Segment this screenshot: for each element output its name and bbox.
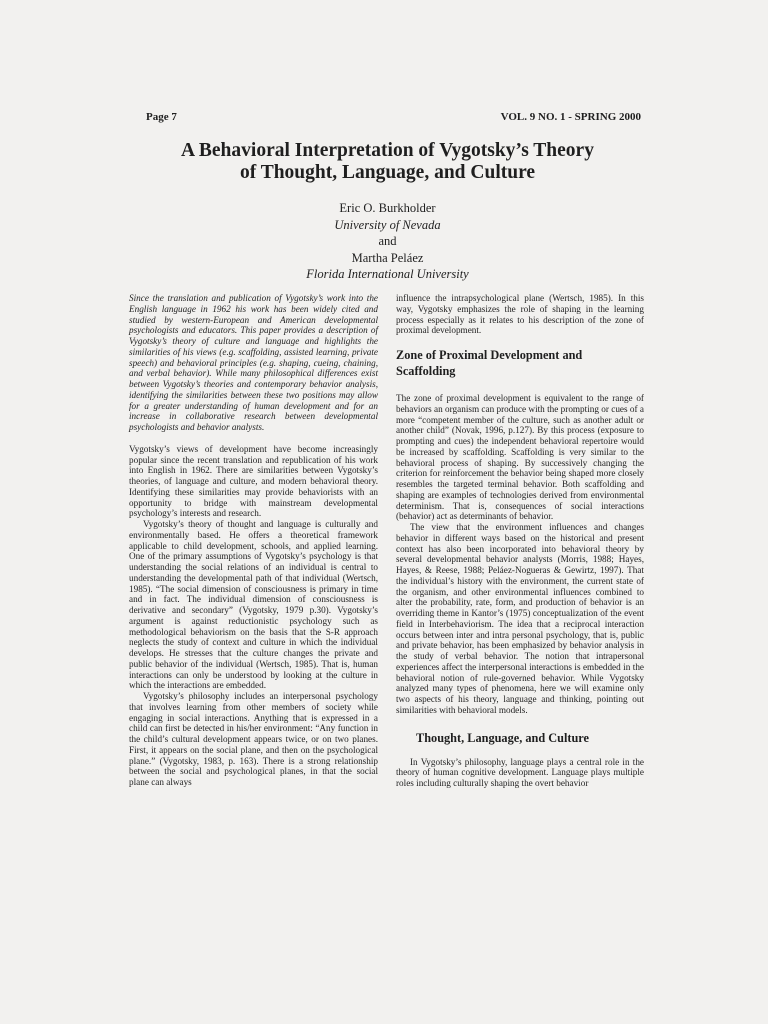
paragraph-language: In Vygotsky’s philosophy, language plays a central role in the theory of human cognitive development. Language plays multiple roles including culturally shaping the overt behavior — [396, 756, 644, 788]
paragraph-thought-language: Vygotsky’s theory of thought and language is culturally and environmentally based. He offers a theoretical framework applicable to child development, schools, and applied learning. One of the primary assumptions of Vygotsky’s psychology is that understanding the social relations of an individual is central to understanding the developmental path of that individual (Wertsch, 1985). “The social dimension of consciousness is primary in time and in fact. The individual dimension of consciousness is derivative and secondary” (Vygotsky, 1979 p.30). Vygotsky’s argument is against reductionistic psychology such as methodological behaviorism on the basis that the S-R approach neglects the study of context and culture in which the individual develops. He stresses that the culture changes the private and public behavior of the individual (Wertsch, 1985). That is, human interactions can only be understood by looking at the culture in which the interactions are embedded. — [129, 519, 378, 691]
page-number: Page 7 — [146, 111, 177, 123]
paragraph-continued: influence the intrapsychological plane (Wertsch, 1985). In this way, Vygotsky emphasizes the role of shaping in the learning process especially as it relates to his description of the zone of proximal development. — [396, 293, 644, 336]
volume-issue: VOL. 9 NO. 1 - SPRING 2000 — [500, 111, 641, 123]
right-column — [396, 293, 644, 789]
affiliation-1: University of Nevada — [334, 217, 441, 232]
paragraph-interpersonal: Vygotsky’s philosophy includes an interpersonal psychology that involves learning from other members of society while engaging in social interactions. Anything that is expressed in a child can first be detected in his/her environment: “Any function in the child’s cultural development appears twice, or on two planes. First, it appears on the social plane, and then on the psychological plane.” (Vygotsky, 1983, p. 163). There is a strong relationship between the social and psychological planes, in that the social plane can always — [129, 691, 378, 787]
title-line-1: A Behavioral Interpretation of Vygotsky’s Theory — [181, 140, 594, 161]
heading-zpd-line-1: Zone of Proximal Development and — [396, 348, 583, 362]
heading-zpd-line-2: Scaffolding — [396, 364, 456, 378]
left-column — [129, 293, 378, 788]
author-2: Martha Peláez — [351, 250, 424, 265]
author-1: Eric O. Burkholder — [339, 201, 436, 215]
title-line-2: of Thought, Language, and Culture — [239, 162, 536, 183]
affiliation-2: Florida International University — [306, 267, 469, 282]
section-heading-zpd — [396, 347, 644, 379]
section-heading-thought: Thought, Language, and Culture — [416, 730, 590, 745]
author-conjunction: and — [378, 234, 397, 249]
paragraph-environment: The view that the environment influences and changes behavior in different ways based on the historical and present context has also been incorporated into behavioral theory by several developmental behavior analysts (Morris, 1988; Hayes, Hayes, & Reese, 1988; Peláez-Nogueras & Gewirtz, 1997). That the individual’s history with the environment, the current state of the organism, and other environmental influences combined to alter the probability, rate, form, and production of behavior is an overriding theme in Kantor’s (1975) conceptualization of the event field in Interbehaviorism. The idea that a reciprocal interaction occurs between inter and intra personal psychology, that is, public and private behavior, has been emphasized by behavior analysis in the study of verbal behavior. The notion that intrapersonal experiences affect the interpersonal interactions is embedded in the behavioral notion of rule-governed behavior. While Vygotsky analyzed many types of phenomena, here we will examine only two aspects of his theory, language and thinking, pointing out similarities with behavioral models. — [396, 522, 644, 715]
abstract: Since the translation and publication of Vygotsky’s work into the English language in 1962 his work has been widely cited and studied by western-European and American developmental psychologists and educators. This paper provides a description of Vygotsky’s theory of culture and language and highlights the similarities of his views (e.g. scaffolding, assisted learning, private speech) and behavioral principles (e.g. shaping, cueing, chaining, and verbal behavior). While many philosophical differences exist between Vygotsky’s theories and contemporary behavior analysis, identifying the similarities between these two positions may allow for a greater understanding of human development and for an increase in collaborative research between developmental psychologists and behavior analysts. — [129, 293, 378, 432]
article-title — [120, 140, 655, 184]
paragraph-intro: Vygotsky’s views of development have become increasingly popular since the recent translation and republication of his work into English in 1962. There are similarities between Vygotsky’s theories, of language and culture, and modern behavioral theory. Identifying these similarities may provide behaviorists with an opportunity to bridge with mainstream developmental psychology’s interests and research. — [129, 443, 378, 519]
paragraph-zpd: The zone of proximal development is equivalent to the range of behaviors an organism can produce with the prompting or cues of a more “competent member of the culture, such as another adult or another child” (Novak, 1996, p.127). By this process (exposure to prompting and cues) the independent behavioral repertoire would be increased by scaffolding. Scaffolding is very similar to the behavioral process of shaping. By successively changing the criterion for reinforcement the behavior being shaped more closely resembles the targeted terminal behavior. Both scaffolding and shaping are examples of technologies derived from environmental determinism. That is, consequences of social interactions (behavior) act as determinants of behavior. — [396, 393, 644, 522]
author-block — [120, 200, 655, 283]
